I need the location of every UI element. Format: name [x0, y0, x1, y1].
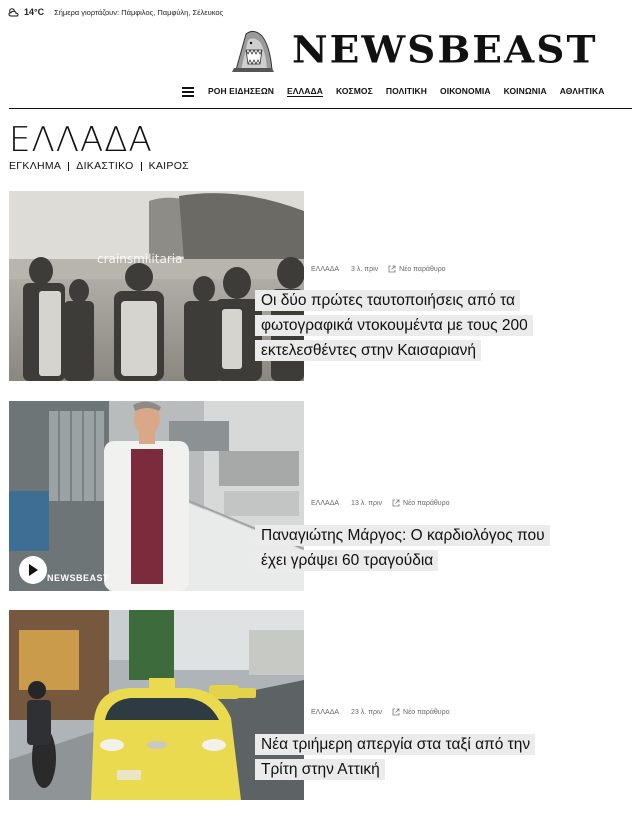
nav-item-kosmos[interactable]: ΚΟΣΜΟΣ: [335, 86, 373, 96]
article-meta: [311, 708, 449, 716]
external-link-icon: [388, 265, 396, 273]
headline-line: φωτογραφικά ντοκουμέντα με τους 200: [255, 315, 533, 336]
article-card[interactable]: [9, 191, 632, 381]
article-category[interactable]: ΕΛΛΑΔΑ: [311, 708, 340, 716]
menu-icon[interactable]: [182, 87, 194, 97]
new-window-label: Νέο παράθυρο: [403, 499, 450, 507]
section-subnav: [9, 160, 189, 172]
subnav-item-dikastiko[interactable]: ΔΙΚΑΣΤΙΚΟ: [76, 160, 134, 172]
new-window-link[interactable]: [392, 708, 449, 716]
subnav-item-egklima[interactable]: ΕΓΚΛΗΜΑ: [9, 160, 62, 172]
new-window-label: Νέο παράθυρο: [399, 265, 446, 273]
article-category[interactable]: ΕΛΛΑΔΑ: [311, 265, 340, 273]
headline-line: Νέα τριήμερη απεργία στα ταξί από την: [255, 734, 535, 755]
nav-item-ellada[interactable]: ΕΛΛΑΔΑ: [286, 86, 323, 96]
external-link-icon: [392, 708, 400, 716]
headline-line: Οι δύο πρώτες ταυτοποιήσεις από τα: [255, 290, 520, 311]
article-time: 13 λ. πριν: [351, 499, 383, 507]
nav-item-koinonia[interactable]: ΚΟΙΝΩΝΙΑ: [503, 86, 547, 96]
headline-line: Παναγιώτης Μάργος: Ο καρδιολόγος που: [255, 525, 550, 546]
page-title: ΕΛΛΑΔΑ: [9, 120, 153, 160]
image-watermark: NEWSBEAST: [47, 573, 110, 583]
brand-name: NEWSBEAST: [292, 27, 598, 72]
cloud-sun-icon: [8, 7, 21, 17]
play-icon: [27, 564, 39, 576]
new-window-link[interactable]: [392, 499, 449, 507]
new-window-link[interactable]: [388, 265, 445, 273]
article-headline[interactable]: [255, 523, 550, 573]
article-category[interactable]: ΕΛΛΑΔΑ: [311, 499, 340, 507]
external-link-icon: [392, 499, 400, 507]
nav-item-roi-eidiseon[interactable]: ΡΟΗ ΕΙΔΗΣΕΩΝ: [208, 86, 274, 96]
weather-widget[interactable]: [8, 7, 44, 17]
subnav-separator: [68, 162, 69, 171]
play-video-button[interactable]: [19, 556, 47, 584]
image-watermark: crainsmilitaria: [97, 252, 183, 266]
article-meta: [311, 265, 446, 273]
article-card[interactable]: [9, 401, 632, 591]
main-nav: [0, 84, 637, 102]
nav-item-politiki[interactable]: ΠΟΛΙΤΙΚΗ: [385, 86, 428, 96]
article-meta: [311, 499, 449, 507]
headline-line: εκτελεσθέντες στην Καισαριανή: [255, 340, 481, 361]
headline-line: έχει γράψει 60 τραγούδια: [255, 550, 438, 571]
temperature: 14°C: [24, 7, 45, 17]
subnav-separator: [141, 162, 142, 171]
site-logo[interactable]: [232, 28, 597, 72]
article-time: 23 λ. πριν: [351, 708, 383, 716]
shark-icon: [232, 28, 274, 72]
article-headline[interactable]: [255, 288, 533, 363]
article-headline[interactable]: [255, 732, 535, 782]
nav-item-athlitika[interactable]: ΑΘΛΗΤΙΚΑ: [559, 86, 605, 96]
top-bar: [8, 5, 223, 19]
nav-item-oikonomia[interactable]: ΟΙΚΟΝΟΜΙΑ: [440, 86, 491, 96]
nameday-text: Σήμερα γιορτάζουν: Πάμφιλος, Παμφύλη, Σέλευκος: [54, 7, 224, 17]
article-time: 3 λ. πριν: [351, 265, 379, 273]
subnav-item-kairos[interactable]: ΚΑΙΡΟΣ: [148, 160, 189, 172]
headline-line: Τρίτη στην Αττική: [255, 759, 385, 780]
header-divider: [9, 108, 632, 109]
new-window-label: Νέο παράθυρο: [403, 708, 450, 716]
article-card[interactable]: [9, 610, 632, 800]
